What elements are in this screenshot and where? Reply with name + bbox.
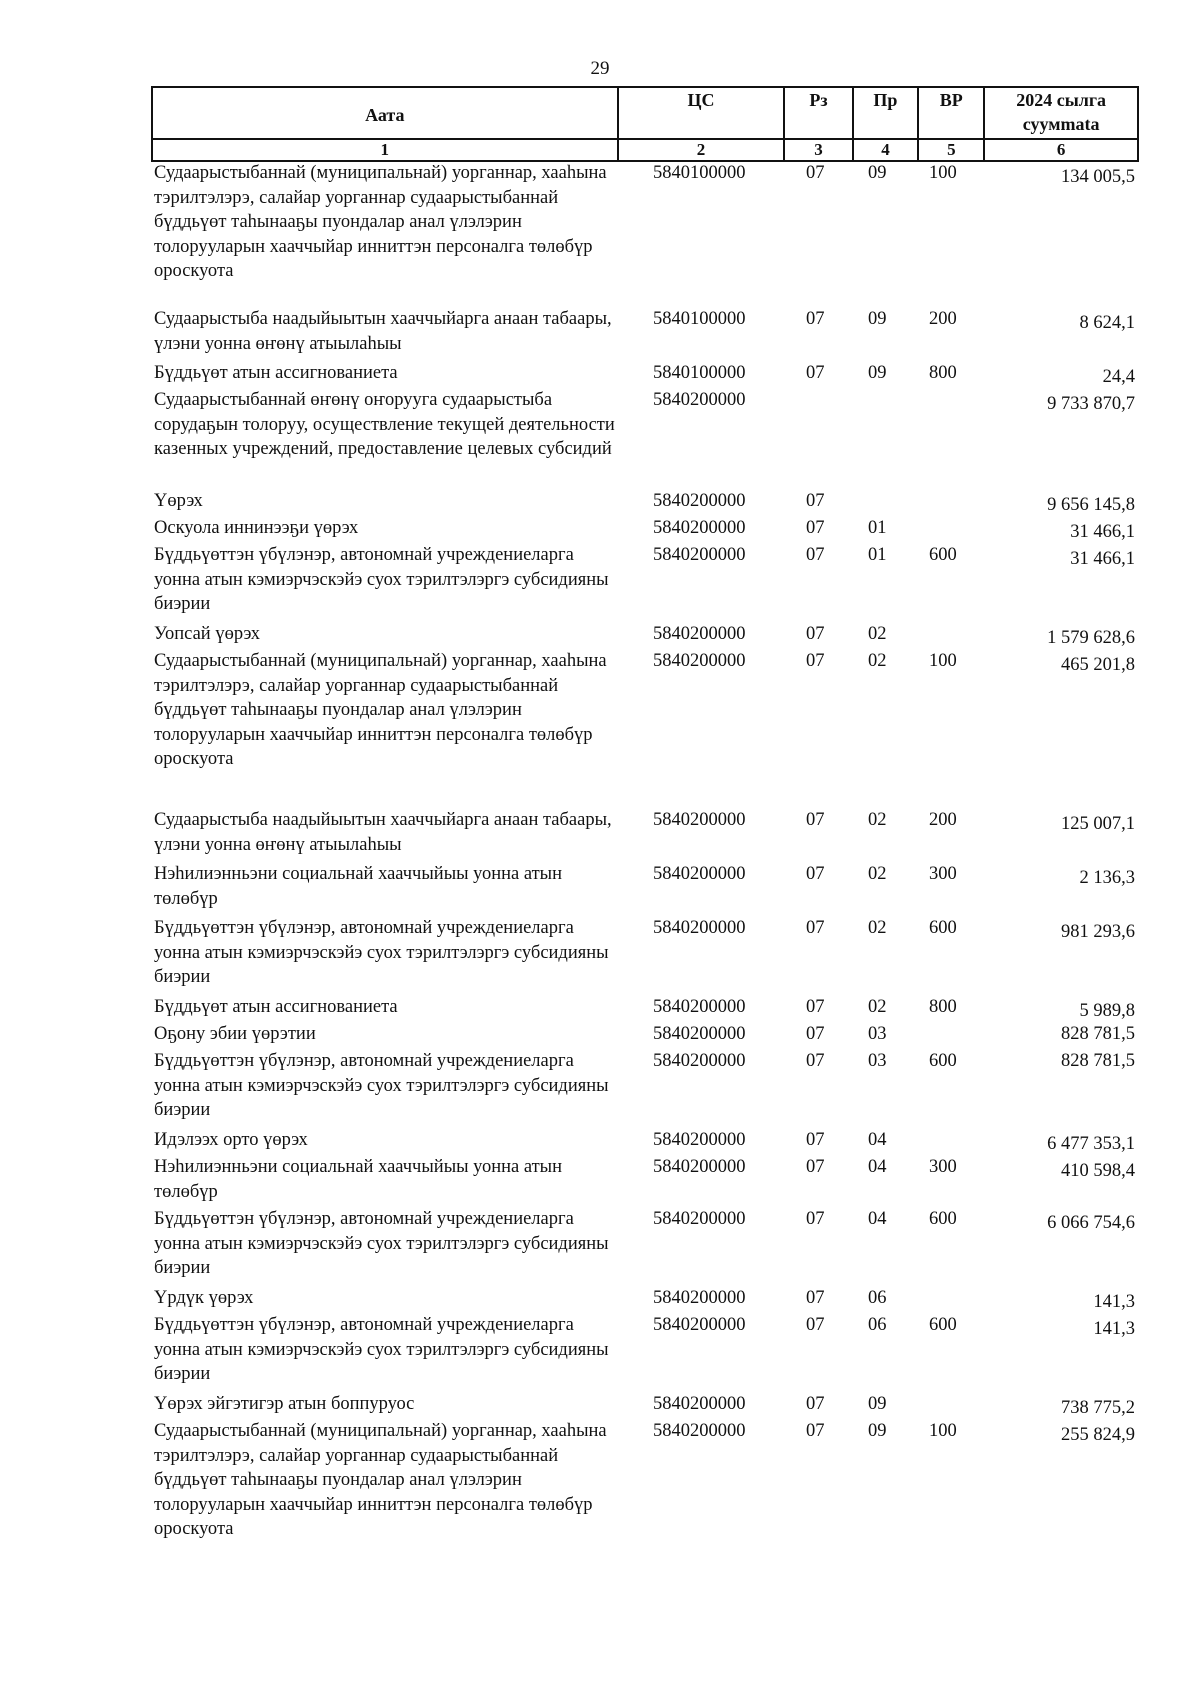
header-pr: Пр [853, 87, 919, 139]
row-sum: 125 007,1 [1061, 814, 1135, 834]
row-name: Үөрэх [154, 491, 203, 511]
row-name: Уопсай үөрэх [154, 624, 261, 644]
table-row [151, 862, 1139, 916]
row-name: Нэһилиэнньэни социальнай хааччыйыы уонна атын төлөбүр [154, 864, 563, 909]
row-vr: 100 [929, 1421, 957, 1441]
row-pr: 04 [868, 1209, 887, 1229]
row-cs: 5840200000 [653, 1157, 746, 1177]
row-pr: 01 [868, 545, 887, 565]
row-rz: 07 [806, 1024, 825, 1044]
row-rz: 07 [806, 1130, 825, 1150]
row-name: Судаарыстыбаннай (муниципальнай) уорганнар, хааһына тэрилтэлэрэ, салайар уорганнар судаарыстыбаннай бүддьүөт таһынааҕы пуондалар анал үлэлэрин толорууларын хааччыйар инниттэн персоналга төлөбүр ороскуота [154, 163, 607, 282]
row-vr: 600 [929, 545, 957, 565]
table-body [151, 161, 1139, 1549]
row-rz: 07 [806, 1394, 825, 1414]
row-vr: 200 [929, 309, 957, 329]
row-sum: 8 624,1 [1079, 313, 1135, 333]
row-name: Оҕону эбии үөрэтии [154, 1024, 316, 1044]
row-cs: 5840100000 [653, 309, 746, 329]
table-row [151, 1313, 1139, 1392]
row-vr: 800 [929, 363, 957, 383]
row-pr: 03 [868, 1024, 887, 1044]
header-num-3: 3 [784, 139, 852, 161]
table-row [151, 516, 1139, 543]
row-rz: 07 [806, 491, 825, 511]
table-row [151, 489, 1139, 516]
row-name: Бүддьүөттэн үбүлэнэр, автономнай учреждениеларга уонна атын кэмиэрчэскэйэ суох тэрилтэлэргэ субсидияны биэрии [154, 1315, 609, 1385]
row-cs: 5840200000 [653, 545, 746, 565]
row-rz: 07 [806, 918, 825, 938]
row-rz: 07 [806, 997, 825, 1017]
header-rz: Рз [784, 87, 852, 139]
header-name: Аата [152, 87, 618, 139]
header-vr: ВР [918, 87, 984, 139]
row-pr: 02 [868, 864, 887, 884]
row-rz: 07 [806, 545, 825, 565]
header-num-5: 5 [918, 139, 984, 161]
row-cs: 5840200000 [653, 1421, 746, 1441]
row-name: Бүддьүөттэн үбүлэнэр, автономнай учреждениеларга уонна атын кэмиэрчэскэйэ суох тэрилтэлэргэ субсидияны биэрии [154, 1051, 609, 1121]
row-cs: 5840200000 [653, 1288, 746, 1308]
row-sum: 828 781,5 [1061, 1051, 1135, 1071]
row-cs: 5840200000 [653, 651, 746, 671]
row-cs: 5840100000 [653, 363, 746, 383]
row-vr: 600 [929, 918, 957, 938]
row-cs: 5840200000 [653, 1051, 746, 1071]
row-sum: 9 656 145,8 [1047, 495, 1135, 515]
table-row [151, 361, 1139, 388]
row-pr: 01 [868, 518, 887, 538]
row-sum: 1 579 628,6 [1047, 628, 1135, 648]
row-name: Судаарыстыбаннай (муниципальнай) уорганнар, хааһына тэрилтэлэрэ, салайар уорганнар судаарыстыбаннай бүддьүөт таһынааҕы пуондалар анал үлэлэрин толорууларын хааччыйар инниттэн персоналга төлөбүр ороскуота [154, 651, 607, 770]
row-cs: 5840200000 [653, 390, 746, 410]
table-row [151, 161, 1139, 307]
row-pr: 06 [868, 1288, 887, 1308]
row-rz: 07 [806, 1421, 825, 1441]
row-pr: 04 [868, 1157, 887, 1177]
table-row [151, 1286, 1139, 1313]
row-cs: 5840200000 [653, 810, 746, 830]
row-name: Судаарыстыбаннай өҥөнү оҥорууга судаарыстыба сорудаҕын толоруу, осуществление текущей деятельности казенных учреждений, предоставление целевых субсидий [154, 390, 615, 460]
row-name: Нэһилиэнньэни социальнай хааччыйыы уонна атын төлөбүр [154, 1157, 563, 1202]
row-rz: 07 [806, 163, 825, 183]
row-rz: 07 [806, 1209, 825, 1229]
row-name: Идэлээх орто үөрэх [154, 1130, 308, 1150]
row-pr: 03 [868, 1051, 887, 1071]
row-cs: 5840200000 [653, 1394, 746, 1414]
table-row [151, 1392, 1139, 1419]
table-row [151, 307, 1139, 361]
row-rz: 07 [806, 1315, 825, 1335]
row-pr: 09 [868, 363, 887, 383]
header-num-4: 4 [853, 139, 919, 161]
table-row [151, 808, 1139, 862]
row-sum: 134 005,5 [1061, 167, 1135, 187]
table-row [151, 1207, 1139, 1286]
row-sum: 6 477 353,1 [1047, 1134, 1135, 1154]
row-cs: 5840200000 [653, 1209, 746, 1229]
row-pr: 02 [868, 918, 887, 938]
row-name: Үөрэх эйгэтигэр атын боппуруос [154, 1394, 415, 1414]
row-rz: 07 [806, 309, 825, 329]
row-vr: 600 [929, 1209, 957, 1229]
row-sum: 410 598,4 [1061, 1161, 1135, 1181]
row-sum: 5 989,8 [1079, 1001, 1135, 1021]
row-name: Судаарыстыбаннай (муниципальнай) уорганнар, хааһына тэрилтэлэрэ, салайар уорганнар судаарыстыбаннай бүддьүөт таһынааҕы пуондалар анал үлэлэрин толорууларын хааччыйар инниттэн персоналга төлөбүр ороскуота [154, 1421, 607, 1540]
header-sum: 2024 сылга суумmata [984, 87, 1138, 139]
row-vr: 300 [929, 864, 957, 884]
row-pr: 02 [868, 997, 887, 1017]
row-rz: 07 [806, 1157, 825, 1177]
row-sum: 465 201,8 [1061, 655, 1135, 675]
row-pr: 09 [868, 1421, 887, 1441]
row-name: Судаарыстыба наадыйыытын хааччыйарга анаан табаары, үлэни уонна өҥөнү атыылаһыы [154, 810, 612, 855]
row-pr: 02 [868, 651, 887, 671]
table-row [151, 995, 1139, 1022]
row-name: Бүддьүөттэн үбүлэнэр, автономнай учреждениеларга уонна атын кэмиэрчэскэйэ суох тэрилтэлэргэ субсидияны биэрии [154, 1209, 609, 1279]
row-name: Бүддьүөт атын ассигнованиета [154, 363, 398, 383]
row-sum: 981 293,6 [1061, 922, 1135, 942]
row-pr: 09 [868, 163, 887, 183]
table-row [151, 1049, 1139, 1128]
row-pr: 09 [868, 1394, 887, 1414]
row-sum: 31 466,1 [1070, 522, 1135, 542]
row-rz: 07 [806, 651, 825, 671]
table-row [151, 1155, 1139, 1207]
table-row [151, 388, 1139, 489]
row-sum: 141,3 [1093, 1319, 1135, 1339]
row-sum: 255 824,9 [1061, 1425, 1135, 1445]
row-cs: 5840200000 [653, 918, 746, 938]
row-cs: 5840200000 [653, 491, 746, 511]
row-sum: 9 733 870,7 [1047, 394, 1135, 414]
header-cs: ЦС [618, 87, 785, 139]
page-number: 29 [590, 58, 610, 79]
row-vr: 200 [929, 810, 957, 830]
row-vr: 600 [929, 1315, 957, 1335]
row-pr: 02 [868, 624, 887, 644]
row-name: Судаарыстыба наадыйыытын хааччыйарга анаан табаары, үлэни уонна өҥөнү атыылаһыы [154, 309, 612, 354]
row-rz: 07 [806, 1051, 825, 1071]
row-name: Бүддьүөттэн үбүлэнэр, автономнай учреждениеларга уонна атын кэмиэрчэскэйэ суох тэрилтэлэргэ субсидияны биэрии [154, 918, 609, 988]
row-sum: 31 466,1 [1070, 549, 1135, 569]
row-rz: 07 [806, 1288, 825, 1308]
row-vr: 800 [929, 997, 957, 1017]
row-pr: 04 [868, 1130, 887, 1150]
row-sum: 828 781,5 [1061, 1024, 1135, 1044]
row-vr: 600 [929, 1051, 957, 1071]
row-name: Бүддьүөт атын ассигнованиета [154, 997, 398, 1017]
row-cs: 5840200000 [653, 518, 746, 538]
row-name: Оскуола иннинээҕи үөрэх [154, 518, 359, 538]
row-cs: 5840200000 [653, 997, 746, 1017]
table-row [151, 543, 1139, 622]
row-rz: 07 [806, 518, 825, 538]
row-cs: 5840200000 [653, 864, 746, 884]
row-vr: 100 [929, 651, 957, 671]
row-cs: 5840200000 [653, 624, 746, 644]
row-cs: 5840200000 [653, 1130, 746, 1150]
row-rz: 07 [806, 810, 825, 830]
row-name: Бүддьүөттэн үбүлэнэр, автономнай учреждениеларга уонна атын кэмиэрчэскэйэ суох тэрилтэлэргэ субсидияны биэрии [154, 545, 609, 615]
table-header [151, 86, 1139, 162]
row-rz: 07 [806, 864, 825, 884]
row-cs: 5840100000 [653, 163, 746, 183]
table-row [151, 1419, 1139, 1549]
row-sum: 738 775,2 [1061, 1398, 1135, 1418]
row-rz: 07 [806, 624, 825, 644]
header-num-2: 2 [618, 139, 785, 161]
row-pr: 02 [868, 810, 887, 830]
table-row [151, 622, 1139, 649]
row-sum: 141,3 [1093, 1292, 1135, 1312]
row-sum: 24,4 [1102, 367, 1135, 387]
header-num-6: 6 [984, 139, 1138, 161]
row-sum: 2 136,3 [1079, 868, 1135, 888]
row-cs: 5840200000 [653, 1024, 746, 1044]
table-row [151, 1128, 1139, 1155]
row-name: Үрдүк үөрэх [154, 1288, 254, 1308]
row-pr: 09 [868, 309, 887, 329]
row-cs: 5840200000 [653, 1315, 746, 1335]
table-row [151, 916, 1139, 995]
table-row [151, 649, 1139, 808]
table-row [151, 1022, 1139, 1049]
row-sum: 6 066 754,6 [1047, 1213, 1135, 1233]
row-rz: 07 [806, 363, 825, 383]
header-num-1: 1 [152, 139, 618, 161]
row-vr: 300 [929, 1157, 957, 1177]
row-vr: 100 [929, 163, 957, 183]
row-pr: 06 [868, 1315, 887, 1335]
